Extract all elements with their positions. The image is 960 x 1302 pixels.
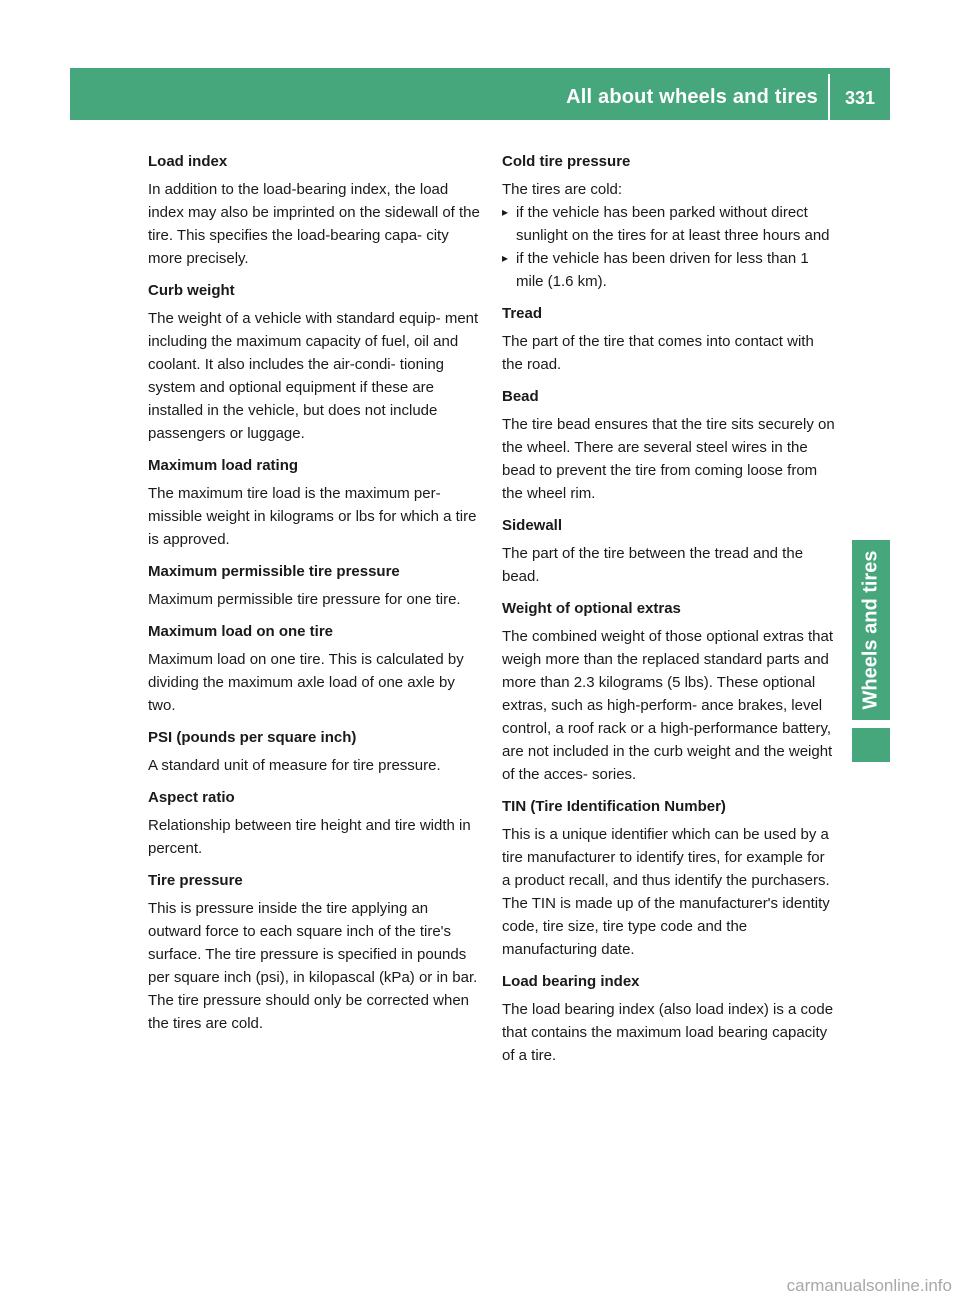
section-title: All about wheels and tires: [566, 86, 818, 108]
glossary-entry-psi: [148, 726, 482, 777]
watermark-text: carmanualsonline.info: [786, 1276, 952, 1295]
glossary-entry-maximum-load-rating: [148, 454, 482, 551]
entry-definition: In addition to the load-bearing index, the load index may also be imprinted on the sidewall of the tire. This specifies the load-bearing capa- city more precisely.: [148, 181, 480, 267]
entry-definition: The combined weight of those optional extras that weigh more than the replaced standard parts and more than 2.3 kilograms (5 lbs). These optional extras, such as high-perform- ance brakes, level control, a roof rack or a high-performance battery, are not included in the curb weight and the weight of the acces- sories.: [502, 628, 834, 783]
entry-definition: The weight of a vehicle with standard equip- ment including the maximum capacity of fuel, oil and coolant. It also includes the air-condi- tioning system and optional equipment if these are installed in the vehicle, but does not include passengers or luggage.: [148, 310, 479, 442]
glossary-entry-tire-pressure: [148, 869, 482, 1035]
entry-term: Tread: [502, 305, 543, 322]
glossary-entry-load-index: [148, 150, 482, 270]
glossary-entry-tin: [502, 795, 836, 961]
entry-term: Tire pressure: [148, 872, 243, 889]
glossary-entry-cold-tire-pressure: [502, 150, 836, 293]
entry-term: Load index: [148, 153, 228, 170]
entry-definition: The part of the tire between the tread and the bead.: [502, 545, 804, 585]
glossary-entry-aspect-ratio: [148, 786, 482, 860]
entry-term: Sidewall: [502, 517, 563, 534]
entry-term: Maximum load on one tire: [148, 623, 334, 640]
entry-term: Bead: [502, 388, 539, 405]
entry-term: Weight of optional extras: [502, 600, 681, 617]
glossary-entry-curb-weight: [148, 279, 482, 445]
entry-definition: Relationship between tire height and tire width in percent.: [148, 817, 471, 857]
glossary-entry-tread: [502, 302, 836, 376]
right-column: [502, 150, 836, 1076]
glossary-entry-maximum-permissible-tire-pressure: [148, 560, 482, 611]
entry-definition: The part of the tire that comes into contact with the road.: [502, 333, 814, 373]
entry-term: Curb weight: [148, 282, 235, 299]
entry-definition: The load bearing index (also load index) is a code that contains the maximum load bearing capacity of a tire.: [502, 1001, 834, 1064]
list-item: ▸ if the vehicle has been driven for less than 1 mile (1.6 km).: [502, 247, 836, 293]
entry-term: TIN (Tire Identification Number): [502, 798, 726, 815]
glossary-entry-load-bearing-index: [502, 970, 836, 1067]
header-bar: [70, 68, 890, 120]
glossary-entry-maximum-load-on-one-tire: [148, 620, 482, 717]
entry-term: Maximum load rating: [148, 457, 299, 474]
chapter-tab-block: [852, 728, 890, 762]
list-item: ▸ if the vehicle has been parked without direct sunlight on the tires for at least three hours and: [502, 201, 836, 247]
entry-definition: The tire bead ensures that the tire sits securely on the wheel. There are several steel wires in the bead to prevent the tire from coming loose from the wheel rim.: [502, 416, 835, 502]
page-number: 331: [844, 88, 876, 108]
entry-term: PSI (pounds per square inch): [148, 729, 357, 746]
chapter-tab-label: Wheels and tires: [859, 550, 882, 710]
entry-definition: A standard unit of measure for tire pressure.: [148, 757, 441, 774]
entry-definition: This is pressure inside the tire applying an outward force to each square inch of the tire's surface. The tire pressure is specified in pounds per square inch (psi), in kilopascal (kPa) or in bar. The tire pressure should only be corrected when the tires are cold.: [148, 900, 478, 1032]
entry-definition: This is a unique identifier which can be used by a tire manufacturer to identify tires, for example for a product recall, and thus identify the purchasers. The TIN is made up of the manufacturer's identity code, tire size, tire type code and the manufacturing date.: [502, 826, 830, 958]
glossary-entry-sidewall: [502, 514, 836, 588]
entry-term: Load bearing index: [502, 973, 640, 990]
entry-term: Aspect ratio: [148, 789, 235, 806]
entry-intro: The tires are cold:: [502, 181, 623, 198]
entry-definition: The maximum tire load is the maximum per- missible weight in kilograms or lbs for which a tire is approved.: [148, 485, 477, 548]
entry-term: Cold tire pressure: [502, 153, 631, 170]
entry-term: Maximum permissible tire pressure: [148, 563, 400, 580]
glossary-entry-weight-of-optional-extras: [502, 597, 836, 786]
left-column: [148, 150, 482, 1044]
entry-definition: Maximum permissible tire pressure for one tire.: [148, 591, 461, 608]
condition-list: [502, 201, 836, 293]
glossary-entry-bead: [502, 385, 836, 505]
entry-definition: Maximum load on one tire. This is calculated by dividing the maximum axle load of one axle by two.: [148, 651, 464, 714]
chapter-tab: [852, 540, 890, 720]
